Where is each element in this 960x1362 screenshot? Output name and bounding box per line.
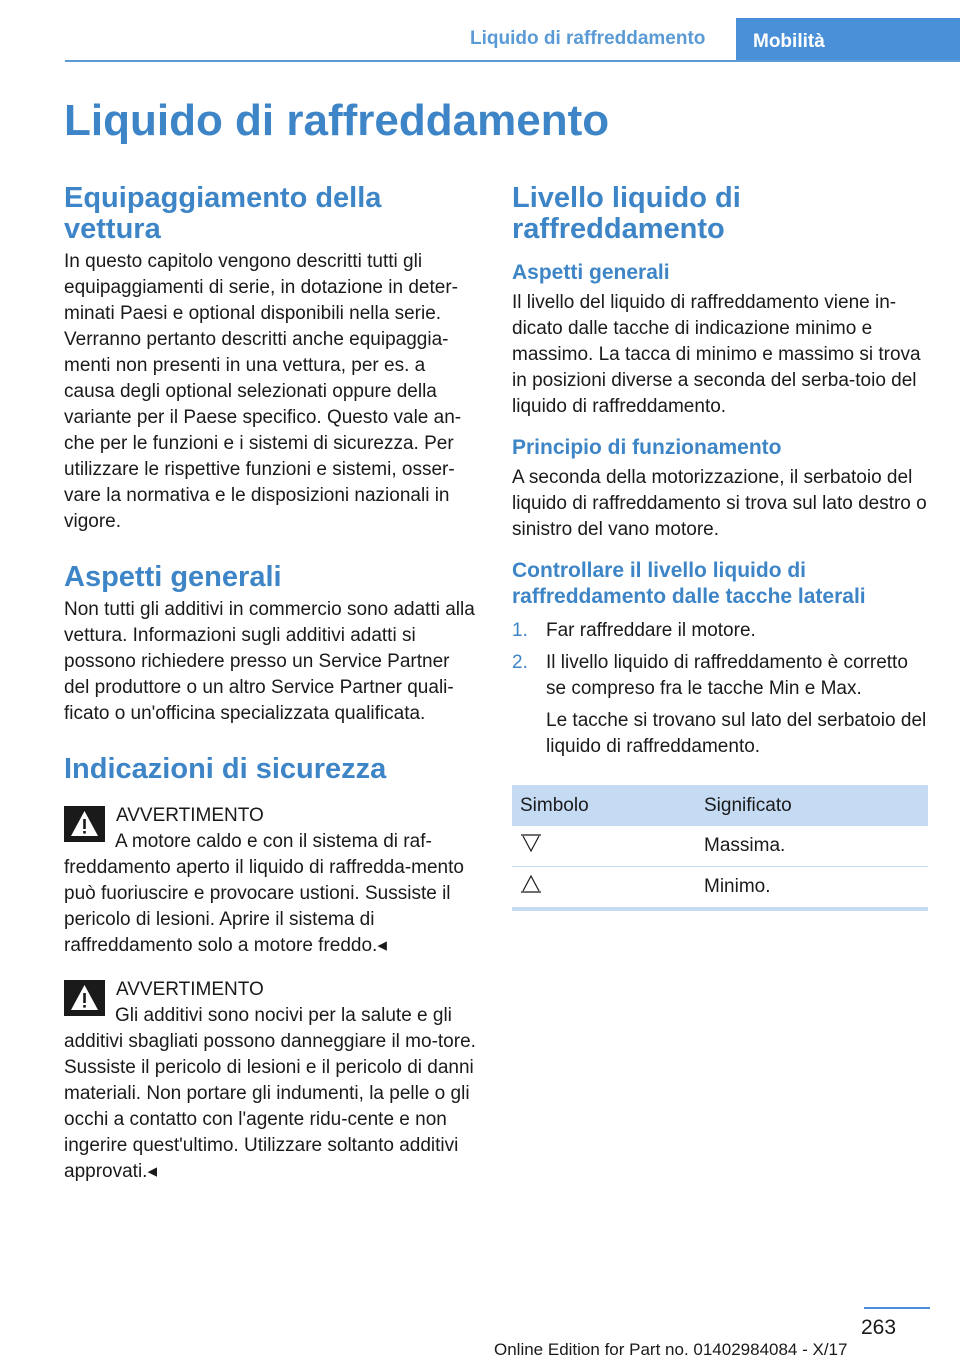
symbol-cell — [512, 826, 696, 867]
warning-title: AVVERTIMENTO — [116, 979, 264, 1000]
warning-triangle-icon — [64, 980, 105, 1016]
warning-block-1 — [64, 803, 476, 959]
general-subtext: Il livello del liquido di raffreddamento viene in-dicato dalle tacche di indicazione minimo e massimo. La tacca di minimo e massimo si trova in posizioni diverse a seconda del serba-toio del liquido di raffreddamento. — [512, 292, 921, 417]
steps-list — [512, 618, 928, 760]
general-subheading: Aspetti generali — [512, 261, 670, 284]
table-row — [512, 867, 928, 910]
warning-title: AVVERTIMENTO — [116, 805, 264, 826]
page-title: Liquido di raffreddamento — [64, 96, 610, 145]
symbol-table — [512, 785, 928, 911]
safety-heading: Indicazioni di sicurezza — [64, 753, 387, 785]
column-header-meaning: Significato — [696, 785, 928, 826]
meaning-cell: Massima. — [696, 826, 928, 867]
header-chapter-tab[interactable]: Mobilità — [736, 18, 960, 62]
warning-block-2 — [64, 977, 476, 1185]
page-number: 263 — [861, 1316, 897, 1339]
equipment-heading: Equipaggiamento della vettura — [64, 182, 382, 245]
step-number: 1. — [512, 620, 528, 641]
step-note: Le tacche si trovano sul lato del serbatoio del liquido di raffreddamento. — [546, 710, 927, 757]
principle-subheading: Principio di funzionamento — [512, 436, 782, 459]
symbol-cell — [512, 867, 696, 910]
right-column — [512, 183, 928, 911]
table-header-row — [512, 785, 928, 826]
list-item — [512, 618, 928, 644]
header-divider — [65, 60, 960, 62]
column-header-symbol: Simbolo — [512, 785, 696, 826]
header-section-title: Liquido di raffreddamento — [470, 28, 706, 49]
max-mark-icon — [520, 833, 542, 853]
step-text: Far raffreddare il motore. — [546, 620, 756, 641]
warning-text: A motore caldo e con il sistema di raf-freddamento aperto il liquido di raffredda-mento può fuoriuscire e provocare ustioni. Sussiste il pericolo di lesioni. Aprire il sistema di raffreddamento solo a motore freddo.◂ — [64, 831, 464, 956]
check-subheading: Controllare il livello liquido di raffreddamento dalle tacche laterali — [512, 559, 866, 608]
step-text: Il livello liquido di raffreddamento è corretto se compreso fra le tacche Min e Max. — [546, 652, 908, 699]
general-heading: Aspetti generali — [64, 561, 282, 593]
table-row — [512, 826, 928, 867]
min-mark-icon — [520, 874, 542, 894]
general-text: Non tutti gli additivi in commercio sono adatti alla vettura. Informazioni sugli additivi adatti si possono richiedere presso un Service Partner del produttore o un altro Service Partner quali-ficato o un'officina specializzata qualificata. — [64, 599, 475, 724]
warning-triangle-icon — [64, 806, 105, 842]
principle-text: A seconda della motorizzazione, il serbatoio del liquido di raffreddamento si trova sul lato destro o sinistro del vano motore. — [512, 467, 927, 540]
meaning-cell: Minimo. — [696, 867, 928, 910]
coolant-level-heading: Livello liquido di raffreddamento — [512, 182, 741, 245]
step-number: 2. — [512, 652, 528, 673]
warning-text: Gli additivi sono nocivi per la salute e gli additivi sbagliati possono danneggiare il mo-tore. Sussiste il pericolo di lesioni e il pericolo di danni materiali. Non portare gli indumenti, la pelle o gli occhi a contatto con l'agente ridu-cente e non ingerire quest'ultimo. Utilizzare soltanto additivi approvati.◂ — [64, 1005, 476, 1182]
equipment-text: In questo capitolo vengono descritti tutti gli equipaggiamenti di serie, in dotazione in deter-minati Paesi e optional disponibili nella serie. Verranno pertanto descritti anche equipaggia-menti non presenti in una vettura, per es. a causa degli optional selezionati oppure della variante per il Paese specifico. Questo vale an-che per le funzioni e i sistemi di sicurezza. Per utilizzare le rispettive funzioni e sistemi, osser-vare la normativa e le disposizioni nazionali in vigore. — [64, 251, 462, 532]
footer-divider — [864, 1307, 930, 1309]
list-item — [512, 650, 928, 760]
edition-footer: Online Edition for Part no. 01402984084 - X/17 — [494, 1340, 848, 1359]
left-column — [64, 183, 476, 1185]
